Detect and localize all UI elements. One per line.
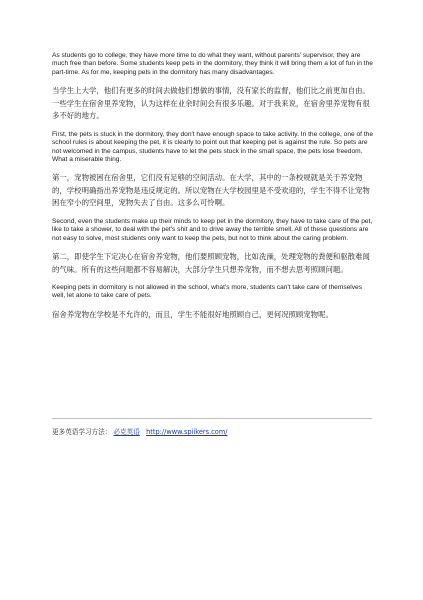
paragraph-en-conclusion: Keeping pets in dormitory is not allowed in the school, what's more, students can't take care of themselves well, let alone to take care of pets.	[52, 284, 363, 300]
footer	[52, 428, 372, 437]
paragraph-en-intro: As students go to college, they have more time to do what they want, without parents' supervisor, they are much free than before. Some students keep pets in the dormitory, they think it will bring them a lot of fun in the part-time. As for me, keeping pets in the dormitory has many disadvantages.	[52, 52, 373, 76]
paragraph-en-first: First, the pets is stuck in the dormitory, they don't have enough space to take activity. In the college, one of the school rules is about keeping the pet, it is clearly to point out that keeping pet is against the rule. So pets are not welcomed in the campus, students have to let the pets stuck in the small space, the pets lose freedom. What a miserable thing.	[52, 130, 373, 163]
paragraph-zh-intro: 当学生上大学，他们有更多的时间去做他们想做的事情，没有家长的监督，他们比之前更加自由。一些学生在宿舍里养宠物，认为这样在业余时间会有很多乐趣。对于我来说，在宿舍里养宠物有很多不好的地方。	[52, 86, 370, 121]
footer-divider	[52, 418, 372, 419]
paragraph-zh-conclusion: 宿舍养宠物在学校是不允许的，而且，学生不能很好地照顾自己，更何况照顾宠物呢。	[52, 309, 333, 319]
paragraph-zh-first: 第一，宠物被困在宿舍里，它们没有足够的空间活动。在大学，其中的一条校规就是关于养宠物的，学校明确指出养宠物是违反规定的。所以宠物在大学校园里是不受欢迎的，学生不得不让宠物困在窄小的空间里，宠物失去了自由。这多么可怜啊。	[52, 173, 370, 208]
footer-url-link[interactable]: http://www.spiikers.com/	[146, 428, 228, 436]
paragraph-en-second: Second, even the students make up their minds to keep pet in the dormitory, they have to take care of the pet, like to take a shower, to deal with the pet's shit and to drive away the terrible smell. All of these questions are not easy to solve, most students only want to keep the pets, but not to think about the caring problem.	[52, 217, 373, 242]
footer-site-link[interactable]: 必克英语	[113, 428, 140, 436]
document-body	[52, 52, 375, 329]
paragraph-zh-second: 第二，即使学生下定决心在宿舍养宠物，他们要照顾宠物，比如洗澡，处理宠物的粪便和驱散难闻的气味。所有的这些问题都不容易解决，大部分学生只想养宠物，而不想去思考照顾问题。	[52, 252, 370, 274]
footer-prefix: 更多英语学习方法：	[52, 428, 112, 436]
